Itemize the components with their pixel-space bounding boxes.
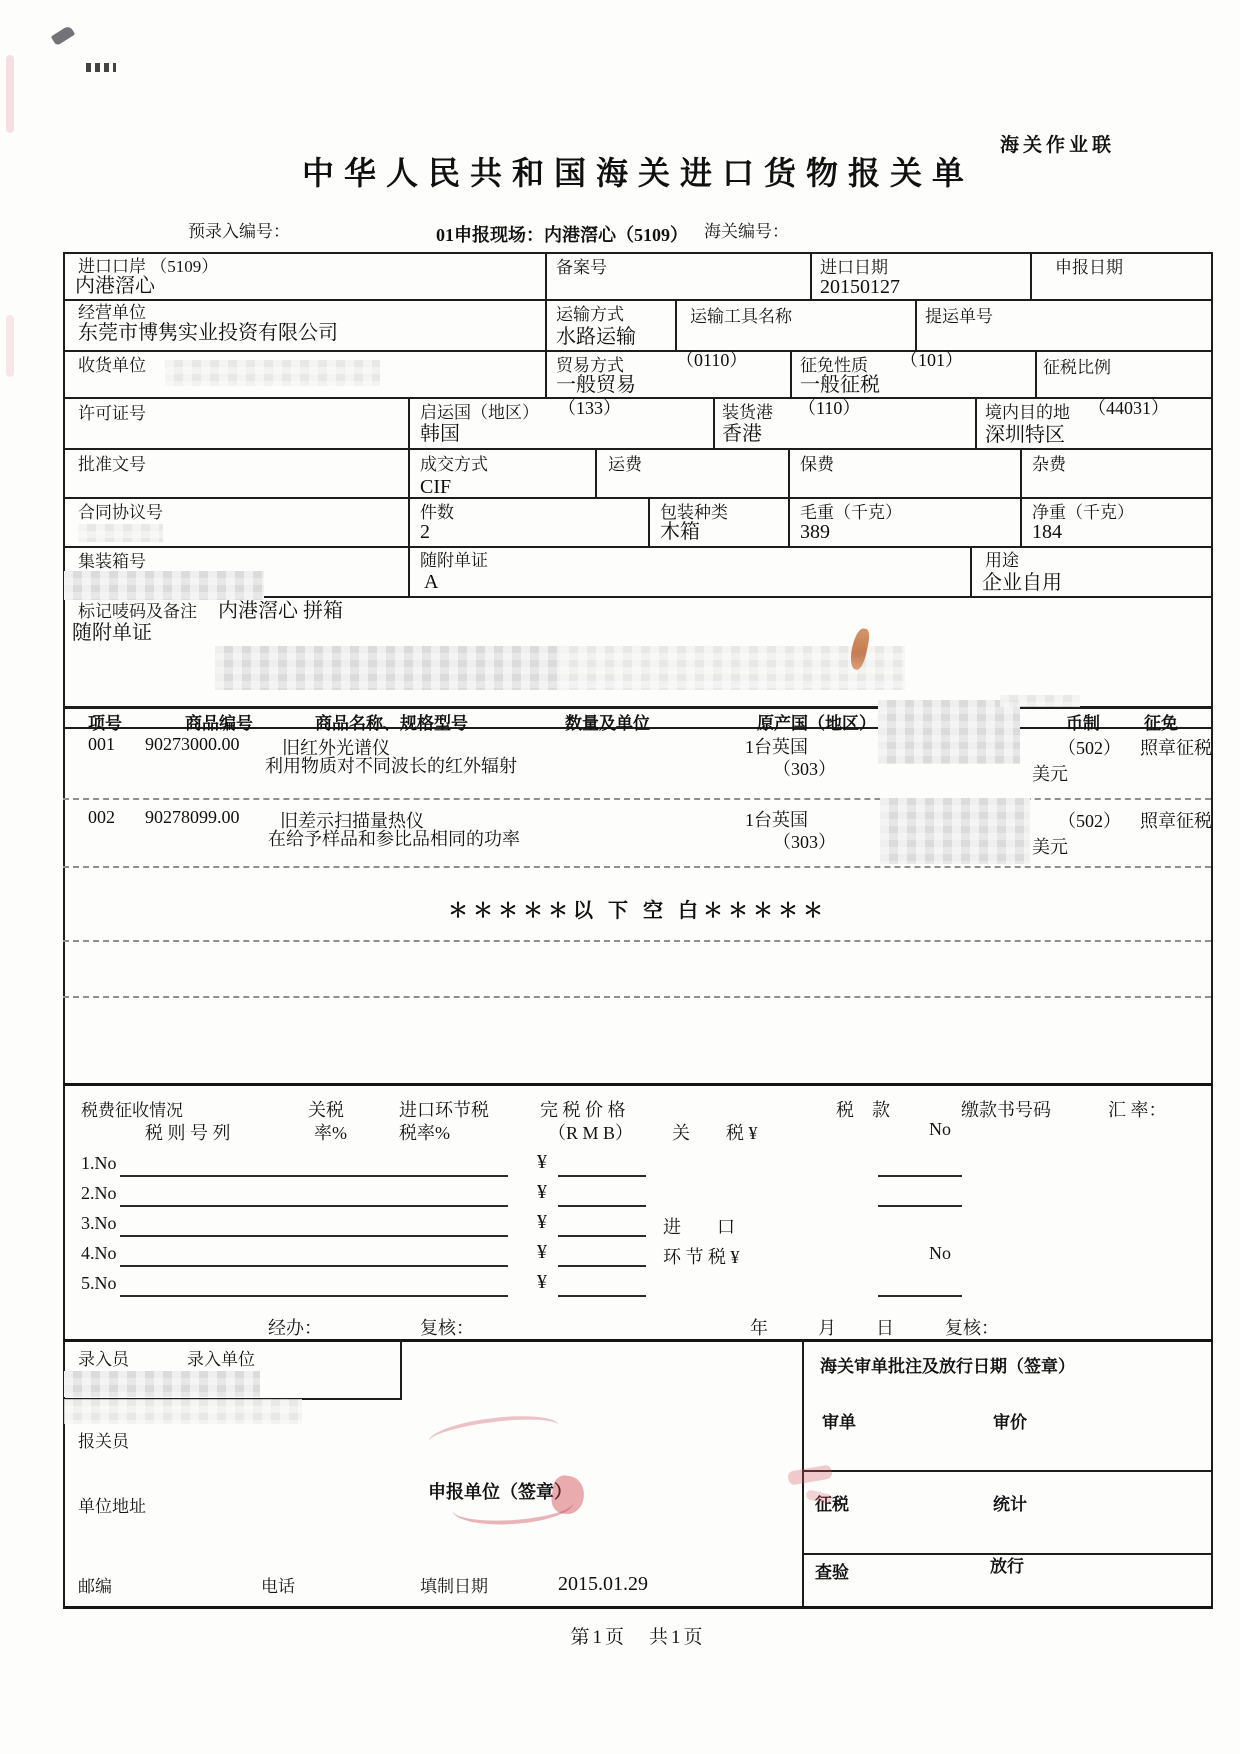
import-port-label: 进口口岸 （5109） [78,257,219,276]
cell-divider [788,448,790,497]
marks-line2: 随附单证 [72,622,152,644]
gross-weight-label: 毛重（千克） [800,503,902,522]
tax-right-line [878,1205,962,1207]
goods-row-item-no: 002 [88,807,115,827]
operator-label: 经营单位 [78,303,146,322]
levy-nature-code: （101） [900,350,963,370]
deal-terms-label: 成交方式 [420,455,488,474]
import-date-value: 20150127 [820,276,900,298]
inspect-label: 查验 [815,1563,849,1582]
redaction-consignee [165,360,380,386]
tax-year-label: 年 [750,1318,768,1338]
goods-row-separator [63,940,1211,942]
tax-rate2-label: 税率% [399,1123,450,1143]
entry-clerk-label: 录入员 [78,1350,129,1369]
redaction-contract [78,524,163,542]
marks-value: 内港滘心 拼箱 [218,600,343,622]
tax-no-label: No [929,1119,951,1139]
loading-port-label: 装货港 [722,403,773,422]
entry-unit-label: 录入单位 [187,1350,255,1369]
packing-value: 木箱 [660,521,700,543]
preentry-label: 预录入编号： [188,222,290,241]
bottom-box-top-border [63,1339,1213,1342]
tax-right-line [878,1175,962,1177]
scan-pink-streak [6,315,14,377]
scan-pink-streak [6,55,14,133]
destination-label: 境内目的地 [985,403,1070,422]
blank-below-note: ＊＊＊＊＊以 下 空 白＊＊＊＊＊ [448,900,828,922]
net-weight-value: 184 [1032,521,1062,543]
cell-divider [408,497,410,546]
goods-col-code: 商品编号 [185,714,253,733]
packages-label: 件数 [420,503,454,522]
loading-port-value: 香港 [722,423,762,445]
loading-port-code: （110） [798,398,861,418]
goods-row-currency-code: （502） [1058,811,1121,831]
goods-row-origin-code: （303） [773,759,836,779]
tax-box-top-border [63,1083,1213,1086]
consignee-label: 收货单位 [78,356,146,375]
misc-fee-label: 杂费 [1032,455,1066,474]
cell-divider [545,350,547,397]
cell-divider [595,448,597,497]
entry-subbox-right [400,1339,402,1398]
goods-col-currency: 币制 [1066,714,1100,733]
cell-divider [408,546,410,596]
declare-site-prefix: 01 [436,225,454,245]
documents-label: 随附单证 [420,551,488,570]
right-box-divider [802,1470,1211,1472]
tax-yen-line [558,1295,646,1297]
tax-import-word: 进 口 [663,1217,735,1237]
usage-label: 用途 [985,551,1019,570]
tax-month-label: 月 [818,1318,836,1338]
goods-row-levy: 照章征税 [1140,738,1212,758]
tax-row4-no: No [929,1243,951,1263]
packages-value: 2 [420,521,430,543]
tax-yen-line [558,1205,646,1207]
fill-date-label: 填制日期 [420,1577,488,1596]
cell-divider [975,397,977,448]
tax-row-line [120,1205,508,1207]
departure-country-code: （133） [558,398,621,418]
cell-divider [1030,252,1032,299]
goods-row-currency-code: （502） [1058,738,1121,758]
release-label: 放行 [990,1557,1024,1576]
copy-label: 海关作业联 [1000,135,1116,156]
cell-divider [675,299,677,350]
tax-rmb-label: （R M B） [548,1123,634,1143]
row-divider [63,546,1211,548]
goods-col-name-spec: 商品名称、规格型号 [315,714,468,733]
broker-label: 报关员 [78,1432,129,1451]
page-number: 第1页 共1页 [570,1627,706,1648]
cell-divider [545,299,547,350]
goods-col-origin: 原产国（地区） [757,714,876,733]
tax-handler-label: 经办： [268,1318,322,1338]
tax-customs-tax-label: 关 税 ¥ [672,1123,758,1143]
trade-mode-value: 一般贸易 [556,374,636,396]
levy-nature-label: 征免性质 [800,356,868,375]
tax-ratio-label: 征税比例 [1043,358,1111,377]
goods-row-separator [63,866,1211,868]
documents-value: A [424,571,439,593]
tax-situation-label: 税费征收情况 [81,1101,183,1120]
customs-no-label: 海关编号： [704,222,789,241]
review-doc-label: 审单 [822,1413,856,1432]
tax-review-label: 复核： [420,1318,474,1338]
import-port-value: 内港滘心 [75,275,155,297]
redaction-documents-area [560,646,905,690]
red-stamp-arc [427,1410,562,1458]
tax-row-line [120,1175,508,1177]
goods-row-code: 90273000.00 [145,734,240,754]
phone-label: 电话 [261,1577,295,1596]
review-price-label: 审价 [993,1413,1027,1432]
tax-day-label: 日 [876,1318,894,1338]
cell-divider [915,299,917,350]
license-no-label: 许可证号 [78,404,146,423]
goods-col-item-no: 项号 [88,714,122,733]
tax-rate-label: 率% [314,1123,347,1143]
declare-site [436,221,688,247]
goods-col-levy: 征免 [1144,714,1178,733]
tax-exchange-rate-label: 汇 率： [1108,1100,1167,1120]
tax-row-label: 1.No [81,1153,117,1173]
goods-row-currency: 美元 [1032,837,1068,857]
goods-row-name: 旧红外光谱仪 [282,738,390,758]
goods-row-qty: 1台英国 [745,810,808,830]
operator-value: 东莞市博隽实业投资有限公司 [78,322,338,344]
row-divider [63,497,1211,499]
scan-artifact-dashes [86,63,116,72]
container-no-label: 集装箱号 [78,552,146,571]
redaction-price [878,700,1020,764]
row-divider [63,299,1211,301]
cell-divider [810,252,812,299]
tax-link-word: 环 节 税 ¥ [663,1247,740,1267]
tax-row-line [120,1235,508,1237]
goods-row-origin-code: （303） [773,832,836,852]
fill-date-value: 2015.01.29 [558,1573,648,1595]
goods-row-name: 旧差示扫描量热仪 [280,811,424,831]
tax-dutiable-value-label: 完 税 价 格 [540,1100,626,1120]
tax-row-label: 2.No [81,1183,117,1203]
tax-yen-sign: ¥ [537,1151,547,1173]
departure-country-label: 启运国（地区） [420,403,539,422]
trade-mode-code: （0110） [676,350,748,370]
declare-site-value: 内港滘心（5109） [544,225,688,245]
declare-date-label: 申报日期 [1055,258,1123,277]
transport-mode-value: 水路运输 [556,326,636,348]
scan-artifact-mark [51,25,75,46]
bill-no-label: 提运单号 [925,307,993,326]
contract-no-label: 合同协议号 [78,503,163,522]
tax-yen-sign: ¥ [537,1181,547,1203]
deal-terms-value: CIF [420,476,452,498]
goods-row-item-no: 001 [88,734,115,754]
redaction-container [64,571,264,600]
tax-row-label: 4.No [81,1243,117,1263]
freight-label: 运费 [608,455,642,474]
goods-row-qty: 1台英国 [745,737,808,757]
cell-divider [648,497,650,546]
row-divider [63,350,1211,352]
cell-divider [970,546,972,596]
goods-row-currency: 美元 [1032,764,1068,784]
tax-yen-line [558,1175,646,1177]
import-date-label: 进口日期 [820,258,888,277]
tax-yen-sign: ¥ [537,1241,547,1263]
cell-divider [1035,350,1037,397]
record-no-label: 备案号 [556,258,607,277]
transport-name-label: 运输工具名称 [690,307,792,326]
tax-yen-line [558,1235,646,1237]
cell-divider [1020,448,1022,497]
cell-divider [408,397,410,448]
tax-review2-label: 复核： [945,1318,999,1338]
gross-weight-value: 389 [800,521,830,543]
customs-note-label: 海关审单批注及放行日期（签章） [820,1357,1075,1376]
stats-label: 统计 [993,1495,1027,1514]
tax-row-label: 5.No [81,1273,117,1293]
tax-yen-line [558,1265,646,1267]
cell-divider [790,350,792,397]
tax-row-label: 3.No [81,1213,117,1233]
goods-row-spec: 在给予样品和参比品相同的功率 [268,829,520,849]
tax-row-line [120,1295,508,1297]
goods-row-separator [63,798,1211,800]
declare-unit-label: 申报单位（签章） [428,1482,572,1502]
redaction-entry-clerk [64,1399,302,1424]
cell-divider [408,448,410,497]
address-label: 单位地址 [78,1497,146,1516]
form-title: 中华人民共和国海关进口货物报关单 [301,155,974,191]
redaction-price [1000,695,1080,707]
levy-nature-value: 一般征税 [800,374,880,396]
usage-value: 企业自用 [982,572,1062,594]
approval-no-label: 批准文号 [78,455,146,474]
trade-mode-label: 贸易方式 [556,356,624,375]
cell-divider [1020,497,1022,546]
net-weight-label: 净重（千克） [1032,503,1134,522]
postcode-label: 邮编 [78,1577,112,1596]
redaction-documents-area [215,646,560,690]
tax-payment-book-label: 缴款书号码 [961,1100,1051,1120]
goods-row-separator [63,996,1211,998]
marks-label: 标记唛码及备注 [78,602,197,621]
levy-stamp-label: 征税 [815,1495,849,1514]
cell-divider [788,497,790,546]
destination-code: （44031） [1088,398,1169,418]
row-divider [63,448,1211,450]
goods-row-spec: 利用物质对不同波长的红外辐射 [265,756,517,776]
tax-right-line [878,1295,962,1297]
form-top-border [63,252,1213,254]
tax-import-link-label: 进口环节税 [399,1100,489,1120]
bottom-box-divider [802,1339,804,1606]
destination-value: 深圳特区 [985,424,1065,446]
tax-row-line [120,1265,508,1267]
goods-row-levy: 照章征税 [1140,811,1212,831]
form-bottom-border [63,1606,1213,1609]
insurance-label: 保费 [800,455,834,474]
tax-tariff-no-label: 税 则 号 列 [145,1123,231,1143]
tax-tariff-label: 关税 [308,1100,344,1120]
cell-divider [545,252,547,299]
tax-yen-sign: ¥ [537,1271,547,1293]
form-right-border [1211,252,1213,1606]
transport-mode-label: 运输方式 [556,305,624,324]
row-divider [63,397,1211,399]
redaction-entry-clerk [64,1371,260,1397]
departure-country-value: 韩国 [420,423,460,445]
goods-row-code: 90278099.00 [145,807,240,827]
tax-yen-sign: ¥ [537,1211,547,1233]
redaction-price [880,798,1030,864]
cell-divider [713,397,715,448]
packing-label: 包装种类 [660,503,728,522]
declare-site-label: 申报现场： [454,225,544,245]
goods-col-qty-unit: 数量及单位 [565,714,650,733]
red-stamp-mark [787,1464,833,1485]
tax-amount-label: 税 款 [836,1100,890,1120]
